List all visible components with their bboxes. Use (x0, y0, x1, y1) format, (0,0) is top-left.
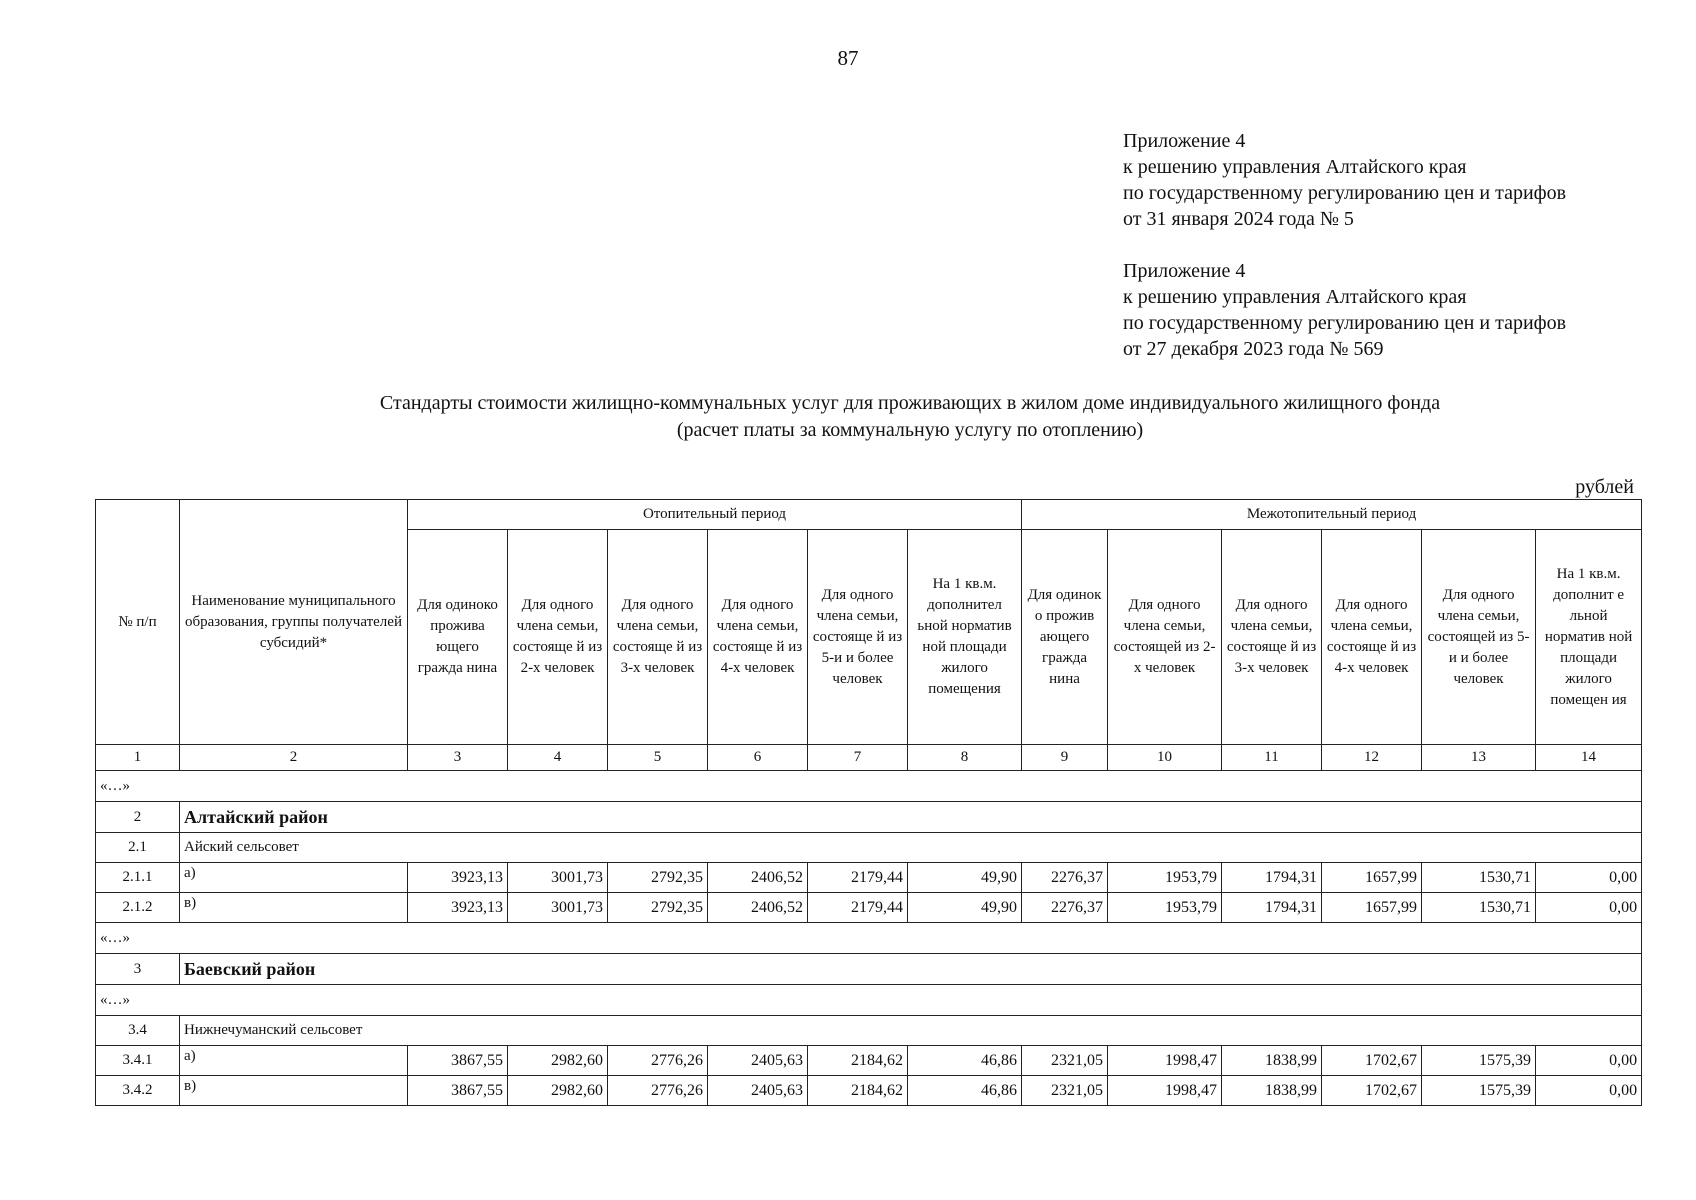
value-cell: 1838,99 (1222, 1076, 1322, 1106)
column-number: 5 (608, 745, 708, 771)
column-number: 7 (808, 745, 908, 771)
settlement-name: Айский сельсовет (180, 833, 1642, 863)
value-cell: 2276,37 (1022, 863, 1108, 893)
appendix-previous (1123, 258, 1683, 362)
value-cell: 2321,05 (1022, 1076, 1108, 1106)
value-cell: 2982,60 (508, 1046, 608, 1076)
column-number-row (96, 745, 1642, 771)
row-number: 3 (96, 954, 180, 985)
tariff-table (95, 499, 1642, 1106)
value-cell: 49,90 (908, 893, 1022, 923)
value-cell: 3867,55 (408, 1046, 508, 1076)
value-cell: 2405,63 (708, 1076, 808, 1106)
column-number: 8 (908, 745, 1022, 771)
value-cell: 3001,73 (508, 863, 608, 893)
row-number: 3.4.1 (96, 1046, 180, 1076)
header-non-heating-col: Для одного члена семьи, состояще й из 4-х человек (1322, 530, 1422, 745)
column-number: 2 (180, 745, 408, 771)
ellipsis-cell: «…» (96, 771, 1642, 802)
value-cell: 1953,79 (1108, 863, 1222, 893)
value-cell: 3923,13 (408, 893, 508, 923)
header-non-heating-col: Для одного члена семьи, состоящей из 2-х человек (1108, 530, 1222, 745)
district-name: Алтайский район (180, 802, 1642, 833)
value-cell: 0,00 (1536, 863, 1642, 893)
header-heating-col: Для одного члена семьи, состояще й из 4-х человек (708, 530, 808, 745)
value-cell: 2406,52 (708, 893, 808, 923)
header-non-heating-col: Для одного члена семьи, состоящей из 5-и и более человек (1422, 530, 1536, 745)
value-cell: 1575,39 (1422, 1076, 1536, 1106)
group-label: а) (180, 863, 408, 893)
header-heating-col: Для одного члена семьи, состояще й из 5-и и более человек (808, 530, 908, 745)
value-cell: 1657,99 (1322, 863, 1422, 893)
value-cell: 2276,37 (1022, 893, 1108, 923)
value-cell: 2406,52 (708, 863, 808, 893)
value-cell: 1702,67 (1322, 1046, 1422, 1076)
unit-label: рублей (1575, 476, 1634, 498)
value-cell: 2179,44 (808, 893, 908, 923)
table-row (96, 1046, 1642, 1076)
header-non-heating-period: Межотопительный период (1022, 500, 1642, 530)
header-non-heating-col: Для одного члена семьи, состояще й из 3-х человек (1222, 530, 1322, 745)
table-row (96, 893, 1642, 923)
ellipsis-cell: «…» (96, 923, 1642, 954)
value-cell: 2792,35 (608, 893, 708, 923)
row-number: 2.1.1 (96, 863, 180, 893)
header-heating-col: На 1 кв.м. дополнител ьной норматив ной площади жилого помещения (908, 530, 1022, 745)
column-number: 13 (1422, 745, 1536, 771)
column-number: 1 (96, 745, 180, 771)
page-number: 87 (837, 46, 859, 70)
value-cell: 2776,26 (608, 1076, 708, 1106)
column-number: 6 (708, 745, 808, 771)
appendix-line: Приложение 4 (1123, 260, 1246, 282)
value-cell: 2179,44 (808, 863, 908, 893)
header-col-num: № п/п (96, 500, 180, 745)
group-label: в) (180, 893, 408, 923)
value-cell: 2405,63 (708, 1046, 808, 1076)
value-cell: 49,90 (908, 863, 1022, 893)
table-row-ellipsis (96, 771, 1642, 802)
appendix-line: по государственному регулированию цен и тарифов (1123, 182, 1567, 204)
value-cell: 2184,62 (808, 1076, 908, 1106)
header-non-heating-col: Для одинок о прожив ающего гражда нина (1022, 530, 1108, 745)
column-number: 3 (408, 745, 508, 771)
value-cell: 1838,99 (1222, 1046, 1322, 1076)
title-line-2: (расчет платы за коммунальную услугу по отоплению) (676, 419, 1144, 441)
header-heating-period: Отопительный период (408, 500, 1022, 530)
table-row-district (96, 802, 1642, 833)
value-cell: 46,86 (908, 1046, 1022, 1076)
value-cell: 46,86 (908, 1076, 1022, 1106)
column-number: 4 (508, 745, 608, 771)
row-number: 2.1 (96, 833, 180, 863)
header-col-name: Наименование муниципального образования, группы получателей субсидий* (180, 500, 408, 745)
value-cell: 3001,73 (508, 893, 608, 923)
title-line-1: Стандарты стоимости жилищно-коммунальных услуг для проживающих в жилом доме индивидуального жилищного фонда (379, 392, 1441, 414)
table-row (96, 863, 1642, 893)
column-number: 12 (1322, 745, 1422, 771)
value-cell: 1702,67 (1322, 1076, 1422, 1106)
appendix-line: от 27 декабря 2023 года № 569 (1123, 338, 1384, 360)
appendix-line: по государственному регулированию цен и тарифов (1123, 312, 1567, 334)
settlement-name: Нижнечуманский сельсовет (180, 1016, 1642, 1046)
value-cell: 2184,62 (808, 1046, 908, 1076)
header-non-heating-col: На 1 кв.м. дополнит е льной норматив ной площади жилого помещен ия (1536, 530, 1642, 745)
table-row-ellipsis (96, 923, 1642, 954)
value-cell: 0,00 (1536, 1076, 1642, 1106)
group-label: в) (180, 1076, 408, 1106)
appendix-current (1123, 128, 1683, 232)
value-cell: 2792,35 (608, 863, 708, 893)
appendix-line: от 31 января 2024 года № 5 (1123, 208, 1354, 230)
table-row-ellipsis (96, 985, 1642, 1016)
document-title (160, 390, 1660, 444)
ellipsis-cell: «…» (96, 985, 1642, 1016)
column-number: 9 (1022, 745, 1108, 771)
value-cell: 1794,31 (1222, 863, 1322, 893)
value-cell: 1530,71 (1422, 893, 1536, 923)
column-number: 11 (1222, 745, 1322, 771)
group-label: а) (180, 1046, 408, 1076)
row-number: 3.4 (96, 1016, 180, 1046)
column-number: 14 (1536, 745, 1642, 771)
value-cell: 1530,71 (1422, 863, 1536, 893)
appendix-line: к решению управления Алтайского края (1123, 156, 1467, 178)
value-cell: 1575,39 (1422, 1046, 1536, 1076)
value-cell: 1953,79 (1108, 893, 1222, 923)
value-cell: 3867,55 (408, 1076, 508, 1106)
header-heating-col: Для одного члена семьи, состояще й из 3-х человек (608, 530, 708, 745)
value-cell: 2321,05 (1022, 1046, 1108, 1076)
column-number: 10 (1108, 745, 1222, 771)
value-cell: 1998,47 (1108, 1076, 1222, 1106)
header-row-periods (96, 500, 1642, 530)
value-cell: 3923,13 (408, 863, 508, 893)
header-heating-col: Для одного члена семьи, состояще й из 2-х человек (508, 530, 608, 745)
appendix-line: к решению управления Алтайского края (1123, 286, 1467, 308)
row-number: 2 (96, 802, 180, 833)
table-row-settlement (96, 833, 1642, 863)
value-cell: 1998,47 (1108, 1046, 1222, 1076)
appendix-line: Приложение 4 (1123, 130, 1246, 152)
value-cell: 1794,31 (1222, 893, 1322, 923)
district-name: Баевский район (180, 954, 1642, 985)
table-row-settlement (96, 1016, 1642, 1046)
row-number: 3.4.2 (96, 1076, 180, 1106)
row-number: 2.1.2 (96, 893, 180, 923)
header-heating-col: Для одиноко прожива ющего гражда нина (408, 530, 508, 745)
value-cell: 2776,26 (608, 1046, 708, 1076)
value-cell: 1657,99 (1322, 893, 1422, 923)
table-row (96, 1076, 1642, 1106)
value-cell: 2982,60 (508, 1076, 608, 1106)
value-cell: 0,00 (1536, 893, 1642, 923)
value-cell: 0,00 (1536, 1046, 1642, 1076)
table-row-district (96, 954, 1642, 985)
